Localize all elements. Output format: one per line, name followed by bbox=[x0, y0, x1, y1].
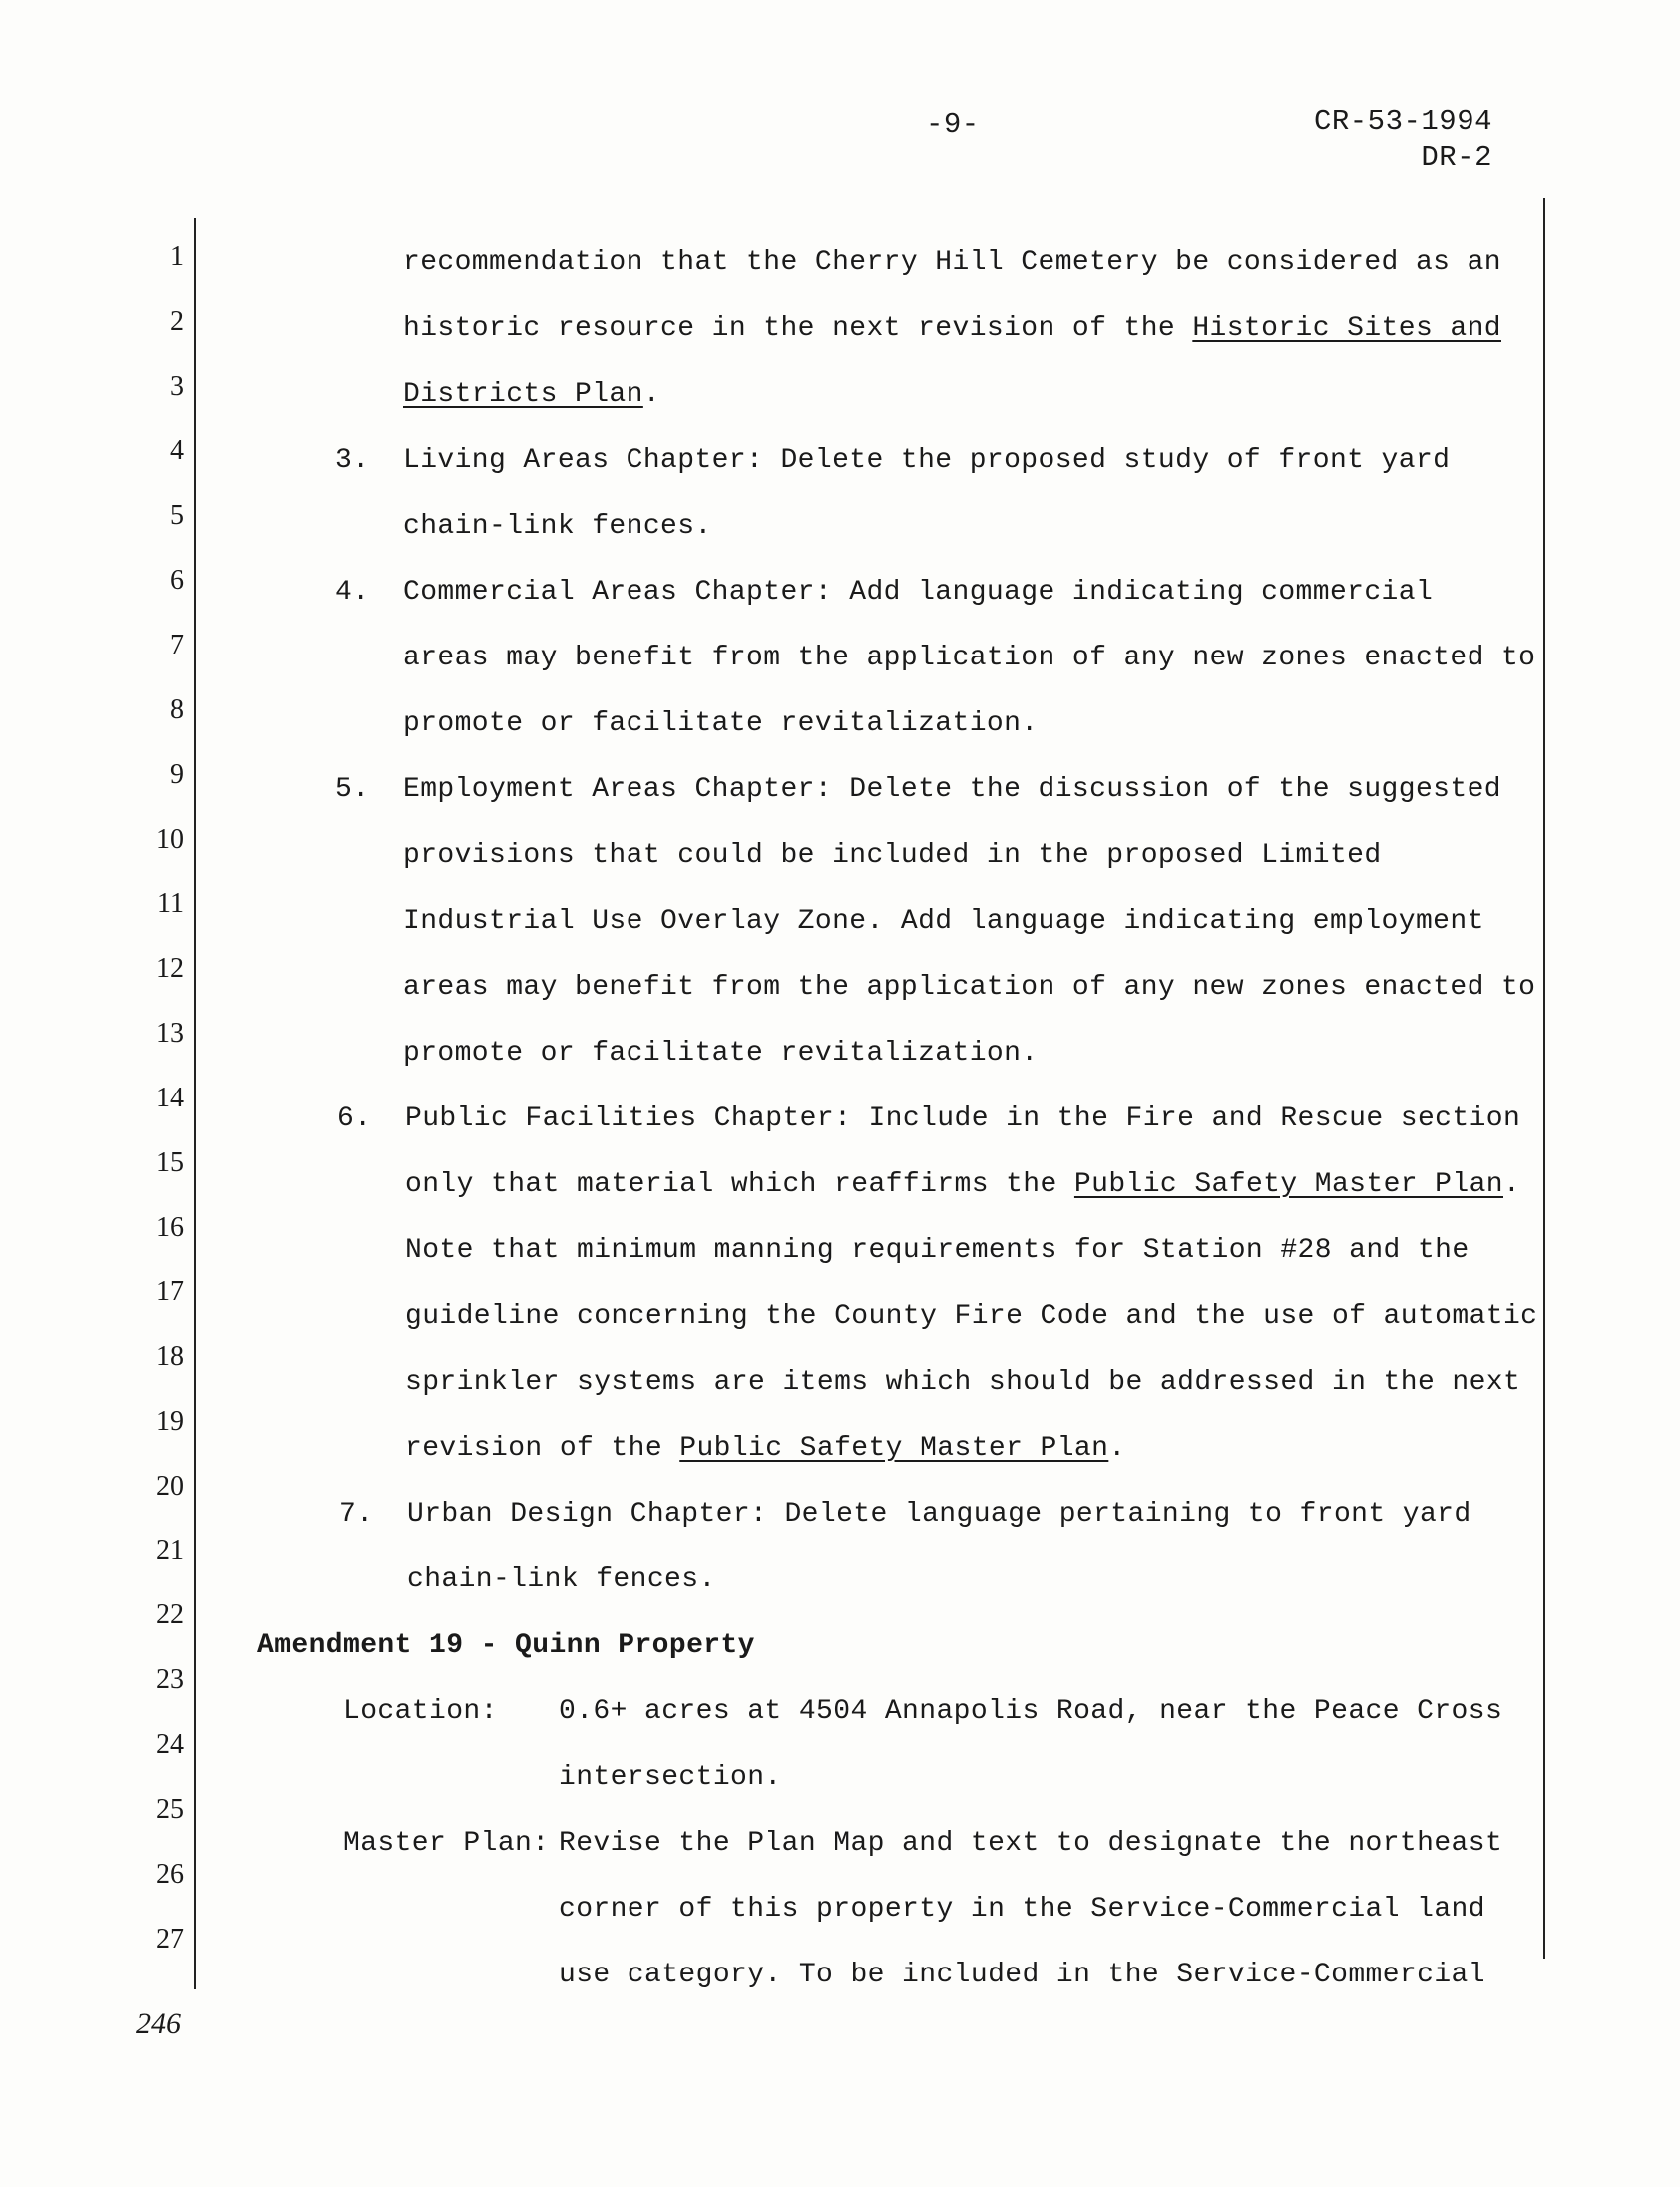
text-span: revision of the bbox=[405, 1433, 663, 1464]
line-number: 14 bbox=[156, 1083, 184, 1113]
handwritten-page-mark: 246 bbox=[136, 2007, 181, 2040]
line-number: 3 bbox=[170, 371, 184, 402]
text-line bbox=[403, 313, 1501, 344]
line-number: 12 bbox=[156, 953, 184, 984]
line-number: 17 bbox=[156, 1276, 184, 1307]
right-margin-rule bbox=[1543, 198, 1545, 1959]
line-number: 24 bbox=[156, 1729, 184, 1760]
list-number: 6. bbox=[337, 1103, 372, 1134]
plan-reference: Public Safety Master Plan bbox=[1073, 1169, 1503, 1200]
text-line: Industrial Use Overlay Zone. Add language indicating employment bbox=[403, 906, 1484, 937]
line-number: 16 bbox=[156, 1212, 184, 1243]
text-line: corner of this property in the Service-Commercial land bbox=[559, 1894, 1485, 1925]
text-line: chain-link fences. bbox=[403, 511, 712, 542]
line-number: 18 bbox=[156, 1341, 184, 1372]
text-line bbox=[405, 1169, 1520, 1200]
line-number: 1 bbox=[170, 241, 184, 272]
list-number: 3. bbox=[335, 445, 370, 476]
text-line: Commercial Areas Chapter: Add language indicating commercial bbox=[403, 577, 1434, 608]
text-span: . bbox=[1108, 1433, 1126, 1464]
text-line: areas may benefit from the application of any new zones enacted to bbox=[403, 972, 1536, 1003]
text-line: Note that minimum manning requirements for Station #28 and the bbox=[405, 1235, 1470, 1266]
line-number: 10 bbox=[156, 824, 184, 855]
line-number: 25 bbox=[156, 1794, 184, 1825]
draft-number: DR-2 bbox=[1421, 141, 1492, 174]
line-number: 4 bbox=[170, 435, 184, 466]
line-number: 5 bbox=[170, 500, 184, 531]
document-id bbox=[1314, 104, 1492, 176]
text-line: Living Areas Chapter: Delete the proposed study of front yard bbox=[403, 445, 1451, 476]
text-line: Public Facilities Chapter: Include in the Fire and Rescue section bbox=[405, 1103, 1521, 1134]
text-line: Employment Areas Chapter: Delete the discussion of the suggested bbox=[403, 774, 1501, 805]
text-line: use category. To be included in the Service-Commercial bbox=[559, 1960, 1485, 1990]
text-line: chain-link fences. bbox=[407, 1564, 716, 1595]
text-line: 0.6+ acres at 4504 Annapolis Road, near the Peace Cross bbox=[559, 1696, 1503, 1727]
list-number: 5. bbox=[335, 774, 370, 805]
left-margin-rule bbox=[194, 218, 196, 1989]
plan-reference: Public Safety Master Plan bbox=[679, 1433, 1109, 1464]
line-number: 27 bbox=[156, 1924, 184, 1955]
line-number: 23 bbox=[156, 1664, 184, 1695]
master-plan-label: Master Plan: bbox=[343, 1828, 550, 1859]
text-line: intersection. bbox=[559, 1762, 782, 1793]
text-line: recommendation that the Cherry Hill Cemetery be considered as an bbox=[403, 247, 1501, 278]
text-span: only that material which reaffirms the bbox=[405, 1169, 1057, 1200]
line-number: 8 bbox=[170, 694, 184, 725]
page-number: -9- bbox=[926, 108, 980, 141]
text-line: Revise the Plan Map and text to designate the northeast bbox=[559, 1828, 1503, 1859]
list-number: 7. bbox=[339, 1499, 374, 1530]
text-line: guideline concerning the County Fire Code and the use of automatic bbox=[405, 1301, 1538, 1332]
line-number: 7 bbox=[170, 630, 184, 660]
amendment-heading: Amendment 19 - Quinn Property bbox=[257, 1630, 755, 1661]
text-line: promote or facilitate revitalization. bbox=[403, 1038, 1039, 1069]
location-label: Location: bbox=[343, 1696, 498, 1727]
line-number: 13 bbox=[156, 1018, 184, 1049]
line-number: 9 bbox=[170, 759, 184, 790]
text-line: areas may benefit from the application of any new zones enacted to bbox=[403, 643, 1536, 673]
line-number: 19 bbox=[156, 1406, 184, 1437]
resolution-number: CR-53-1994 bbox=[1313, 105, 1492, 138]
line-number: 20 bbox=[156, 1471, 184, 1502]
text-span: historic resource in the next revision of the bbox=[403, 313, 1176, 344]
line-number: 26 bbox=[156, 1859, 184, 1890]
text-line bbox=[403, 379, 660, 410]
text-line bbox=[405, 1433, 1126, 1464]
text-line: provisions that could be included in the proposed Limited bbox=[403, 840, 1382, 871]
line-number: 15 bbox=[156, 1147, 184, 1178]
line-number: 22 bbox=[156, 1599, 184, 1630]
line-number: 11 bbox=[157, 888, 184, 919]
text-line: promote or facilitate revitalization. bbox=[403, 708, 1039, 739]
line-number: 6 bbox=[170, 565, 184, 596]
line-number: 21 bbox=[156, 1535, 184, 1566]
plan-reference: Historic Sites and bbox=[1192, 313, 1501, 344]
line-number: 2 bbox=[170, 306, 184, 337]
plan-reference: Districts Plan bbox=[403, 379, 643, 410]
text-line: sprinkler systems are items which should be addressed in the next bbox=[405, 1367, 1521, 1398]
list-number: 4. bbox=[335, 577, 370, 608]
text-line: Urban Design Chapter: Delete language pertaining to front yard bbox=[407, 1499, 1471, 1530]
text-span: . bbox=[642, 379, 661, 410]
text-span: . bbox=[1503, 1169, 1521, 1200]
